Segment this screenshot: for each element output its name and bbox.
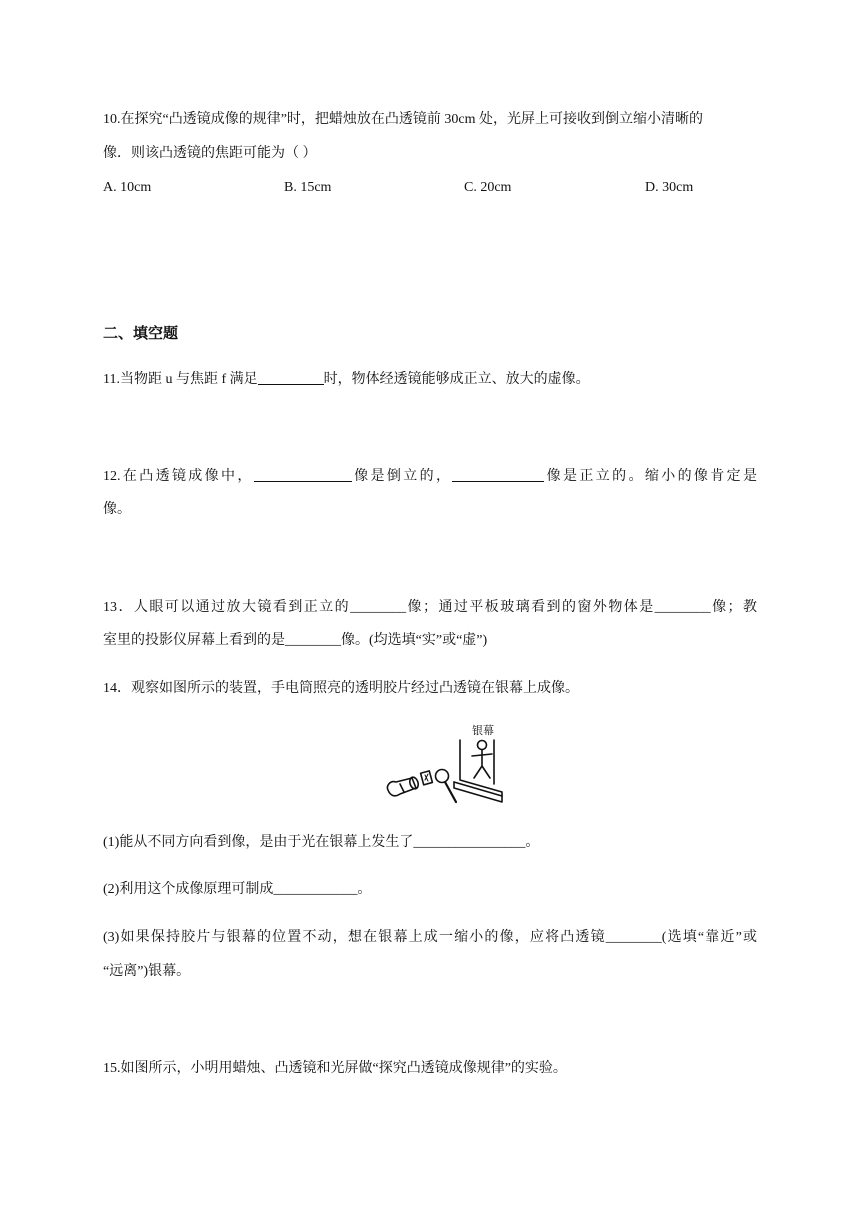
q12-part2: 像是倒立的， — [351, 469, 453, 484]
q14-stem: 14．观察如图所示的装置，手电筒照亮的透明胶片经过凸透镜在银幕上成像。 — [103, 681, 579, 696]
stick-figure-icon — [478, 741, 487, 750]
q10-option-a: A. 10cm — [103, 180, 152, 195]
q12-blank-1 — [254, 467, 352, 482]
q10-option-c: C. 20cm — [464, 180, 512, 195]
q14-sub3-line2: “远离”)银幕。 — [103, 964, 191, 979]
q11-text — [103, 370, 590, 390]
q13-line2: 室里的投影仪屏幕上看到的是________像。(均选填“实”或“虚”) — [103, 633, 488, 648]
q11-before: 11.当物距 u 与焦距 f 满足 — [103, 372, 258, 387]
q14-sub3-line1: (3)如果保持胶片与银幕的位置不动，想在银幕上成一缩小的像，应将凸透镜________(选填“靠近”或 — [103, 930, 757, 945]
q13-line1: 13．人眼可以通过放大镜看到正立的________像；通过平板玻璃看到的窗外物体是________像；教 — [103, 600, 757, 615]
convex-lens-icon — [436, 770, 449, 783]
q11-blank — [258, 370, 324, 385]
q12-part3: 像是正立的。缩小的像肯定是 — [544, 469, 758, 484]
section-title: 二、填空题 — [103, 324, 179, 342]
q12-line2: 像。 — [103, 502, 131, 517]
q15-stem: 15.如图所示，小明用蜡烛、凸透镜和光屏做“探究凸透镜成像规律”的实验。 — [103, 1061, 567, 1076]
q14-sub2: (2)利用这个成像原理可制成____________。 — [103, 882, 372, 897]
q12-line1 — [103, 467, 757, 487]
q12-blank-2 — [452, 467, 544, 482]
q14-sub1: (1)能从不同方向看到像，是由于光在银幕上发生了________________。 — [103, 835, 540, 850]
figure-label-screen: 银幕 — [472, 724, 494, 737]
q12-part1: 12.在凸透镜成像中， — [103, 469, 254, 484]
q10-option-b: B. 15cm — [284, 180, 332, 195]
q10-option-d: D. 30cm — [645, 180, 694, 195]
projection-setup-figure — [382, 722, 508, 804]
q10-line2: 像．则该凸透镜的焦距可能为（ ） — [103, 146, 317, 161]
q11-after: 时，物体经透镜能够成正立、放大的虚像。 — [323, 372, 590, 387]
q10-line1: 10.在探究“凸透镜成像的规律”时，把蜡烛放在凸透镜前 30cm 处，光屏上可接收到倒立缩小清晰的 — [103, 112, 704, 127]
